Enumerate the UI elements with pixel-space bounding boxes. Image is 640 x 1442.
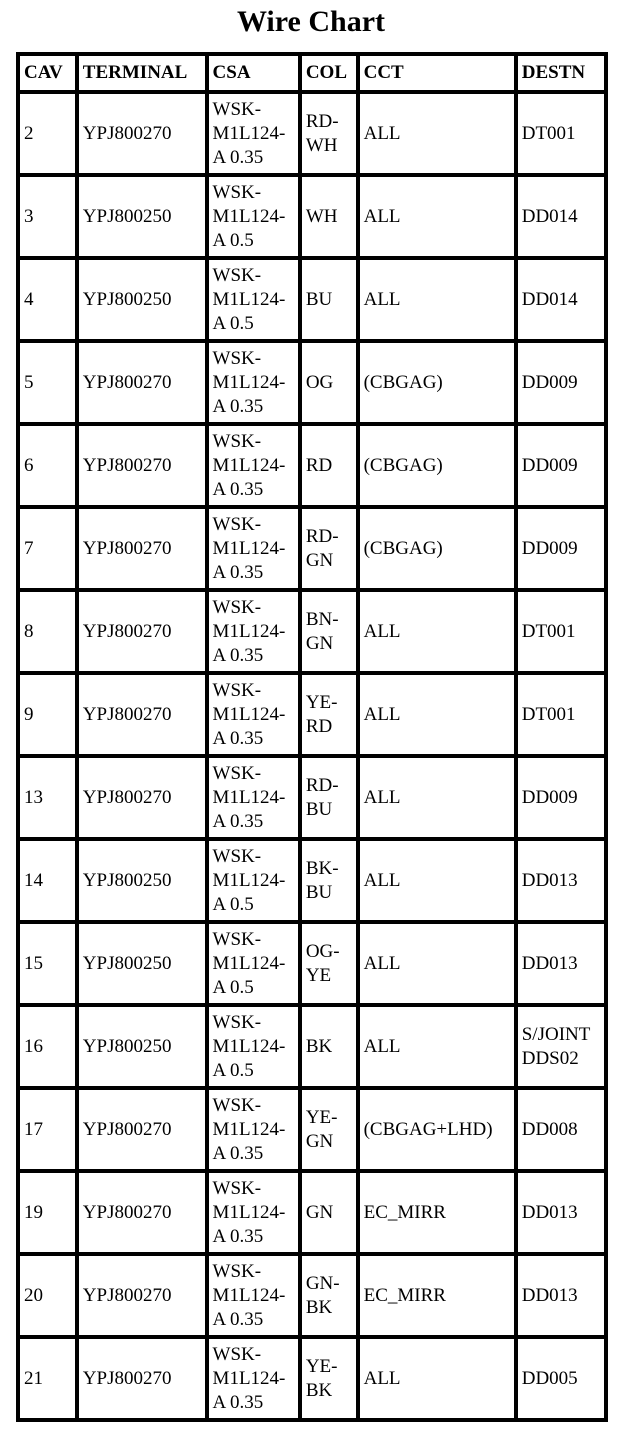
cell-col: RD- WH [300, 92, 358, 175]
cell-terminal: YPJ800270 [77, 92, 207, 175]
cell-col: RD- GN [300, 507, 358, 590]
cell-cav: 17 [18, 1088, 77, 1171]
cell-csa: WSK- M1L124- A 0.35 [207, 673, 300, 756]
cell-terminal: YPJ800250 [77, 175, 207, 258]
table-row [18, 839, 606, 922]
cell-destn: DD014 [516, 258, 606, 341]
cell-terminal: YPJ800270 [77, 424, 207, 507]
cell-csa: WSK- M1L124- A 0.35 [207, 1254, 300, 1337]
cell-destn: DD009 [516, 507, 606, 590]
cell-cav: 16 [18, 1005, 77, 1088]
cell-terminal: YPJ800250 [77, 922, 207, 1005]
cell-csa: WSK- M1L124- A 0.35 [207, 1337, 300, 1420]
table-row [18, 1337, 606, 1420]
cell-terminal: YPJ800270 [77, 341, 207, 424]
cell-csa: WSK- M1L124- A 0.35 [207, 341, 300, 424]
cell-cav: 6 [18, 424, 77, 507]
cell-cav: 21 [18, 1337, 77, 1420]
cell-csa: WSK- M1L124- A 0.35 [207, 92, 300, 175]
cell-cav: 20 [18, 1254, 77, 1337]
cell-terminal: YPJ800270 [77, 507, 207, 590]
cell-cct: ALL [358, 1337, 516, 1420]
cell-csa: WSK- M1L124- A 0.5 [207, 258, 300, 341]
cell-cct: ALL [358, 258, 516, 341]
cell-col: YE- RD [300, 673, 358, 756]
cell-cav: 5 [18, 341, 77, 424]
page-title: Wire Chart [236, 5, 386, 38]
cell-destn: DT001 [516, 92, 606, 175]
wire-chart-table [16, 52, 608, 1422]
cell-csa: WSK- M1L124- A 0.5 [207, 839, 300, 922]
cell-destn: DD013 [516, 1171, 606, 1254]
cell-cav: 9 [18, 673, 77, 756]
cell-cct: ALL [358, 175, 516, 258]
table-row [18, 673, 606, 756]
table-row [18, 1088, 606, 1171]
cell-cct: ALL [358, 922, 516, 1005]
cell-csa: WSK- M1L124- A 0.35 [207, 1171, 300, 1254]
cell-csa: WSK- M1L124- A 0.5 [207, 922, 300, 1005]
cell-cct: ALL [358, 839, 516, 922]
table-row [18, 1254, 606, 1337]
cell-terminal: YPJ800270 [77, 1088, 207, 1171]
table-row [18, 922, 606, 1005]
cell-destn: DD005 [516, 1337, 606, 1420]
cell-csa: WSK- M1L124- A 0.35 [207, 756, 300, 839]
header-csa: CSA [207, 54, 300, 92]
table-row [18, 1171, 606, 1254]
cell-terminal: YPJ800270 [77, 590, 207, 673]
cell-csa: WSK- M1L124- A 0.5 [207, 175, 300, 258]
cell-terminal: YPJ800250 [77, 839, 207, 922]
cell-cct: (CBGAG) [358, 507, 516, 590]
header-row [18, 54, 606, 92]
table-row [18, 507, 606, 590]
cell-cav: 15 [18, 922, 77, 1005]
cell-cav: 3 [18, 175, 77, 258]
cell-col: BK [300, 1005, 358, 1088]
table-row [18, 92, 606, 175]
cell-cav: 8 [18, 590, 77, 673]
cell-col: YE- BK [300, 1337, 358, 1420]
cell-terminal: YPJ800250 [77, 1005, 207, 1088]
cell-cct: ALL [358, 1005, 516, 1088]
table-body [18, 92, 606, 1420]
cell-col: RD- BU [300, 756, 358, 839]
cell-terminal: YPJ800270 [77, 1171, 207, 1254]
cell-destn: DD009 [516, 424, 606, 507]
cell-destn: DT001 [516, 673, 606, 756]
cell-cav: 4 [18, 258, 77, 341]
table-row [18, 175, 606, 258]
cell-csa: WSK- M1L124- A 0.35 [207, 1088, 300, 1171]
cell-cav: 14 [18, 839, 77, 922]
table-row [18, 341, 606, 424]
cell-csa: WSK- M1L124- A 0.5 [207, 1005, 300, 1088]
cell-terminal: YPJ800250 [77, 258, 207, 341]
header-destn: DESTN [516, 54, 606, 92]
cell-destn: DT001 [516, 590, 606, 673]
cell-terminal: YPJ800270 [77, 673, 207, 756]
cell-cct: ALL [358, 673, 516, 756]
cell-col: OG [300, 341, 358, 424]
cell-col: GN- BK [300, 1254, 358, 1337]
cell-destn: DD009 [516, 756, 606, 839]
cell-cct: EC_MIRR [358, 1254, 516, 1337]
cell-csa: WSK- M1L124- A 0.35 [207, 590, 300, 673]
table-row [18, 258, 606, 341]
cell-col: YE- GN [300, 1088, 358, 1171]
cell-destn: DD014 [516, 175, 606, 258]
cell-csa: WSK- M1L124- A 0.35 [207, 507, 300, 590]
cell-cct: (CBGAG+LHD) [358, 1088, 516, 1171]
table-row [18, 424, 606, 507]
cell-cav: 19 [18, 1171, 77, 1254]
cell-cct: EC_MIRR [358, 1171, 516, 1254]
table-row [18, 1005, 606, 1088]
cell-destn: DD013 [516, 1254, 606, 1337]
cell-cct: (CBGAG) [358, 424, 516, 507]
cell-destn: DD013 [516, 839, 606, 922]
header-cct: CCT [358, 54, 516, 92]
cell-cct: (CBGAG) [358, 341, 516, 424]
cell-terminal: YPJ800270 [77, 1254, 207, 1337]
cell-col: WH [300, 175, 358, 258]
cell-col: BK- BU [300, 839, 358, 922]
cell-col: OG- YE [300, 922, 358, 1005]
cell-csa: WSK- M1L124- A 0.35 [207, 424, 300, 507]
cell-cav: 2 [18, 92, 77, 175]
cell-destn: S/JOINT DDS02 [516, 1005, 606, 1088]
cell-col: BN- GN [300, 590, 358, 673]
cell-col: BU [300, 258, 358, 341]
header-cav: CAV [18, 54, 77, 92]
table-row [18, 590, 606, 673]
cell-col: GN [300, 1171, 358, 1254]
cell-cct: ALL [358, 590, 516, 673]
cell-destn: DD008 [516, 1088, 606, 1171]
header-terminal: TERMINAL [77, 54, 207, 92]
cell-cav: 7 [18, 507, 77, 590]
table-row [18, 756, 606, 839]
cell-destn: DD013 [516, 922, 606, 1005]
header-col: COL [300, 54, 358, 92]
cell-cct: ALL [358, 756, 516, 839]
cell-cav: 13 [18, 756, 77, 839]
cell-destn: DD009 [516, 341, 606, 424]
cell-terminal: YPJ800270 [77, 756, 207, 839]
cell-col: RD [300, 424, 358, 507]
cell-cct: ALL [358, 92, 516, 175]
cell-terminal: YPJ800270 [77, 1337, 207, 1420]
